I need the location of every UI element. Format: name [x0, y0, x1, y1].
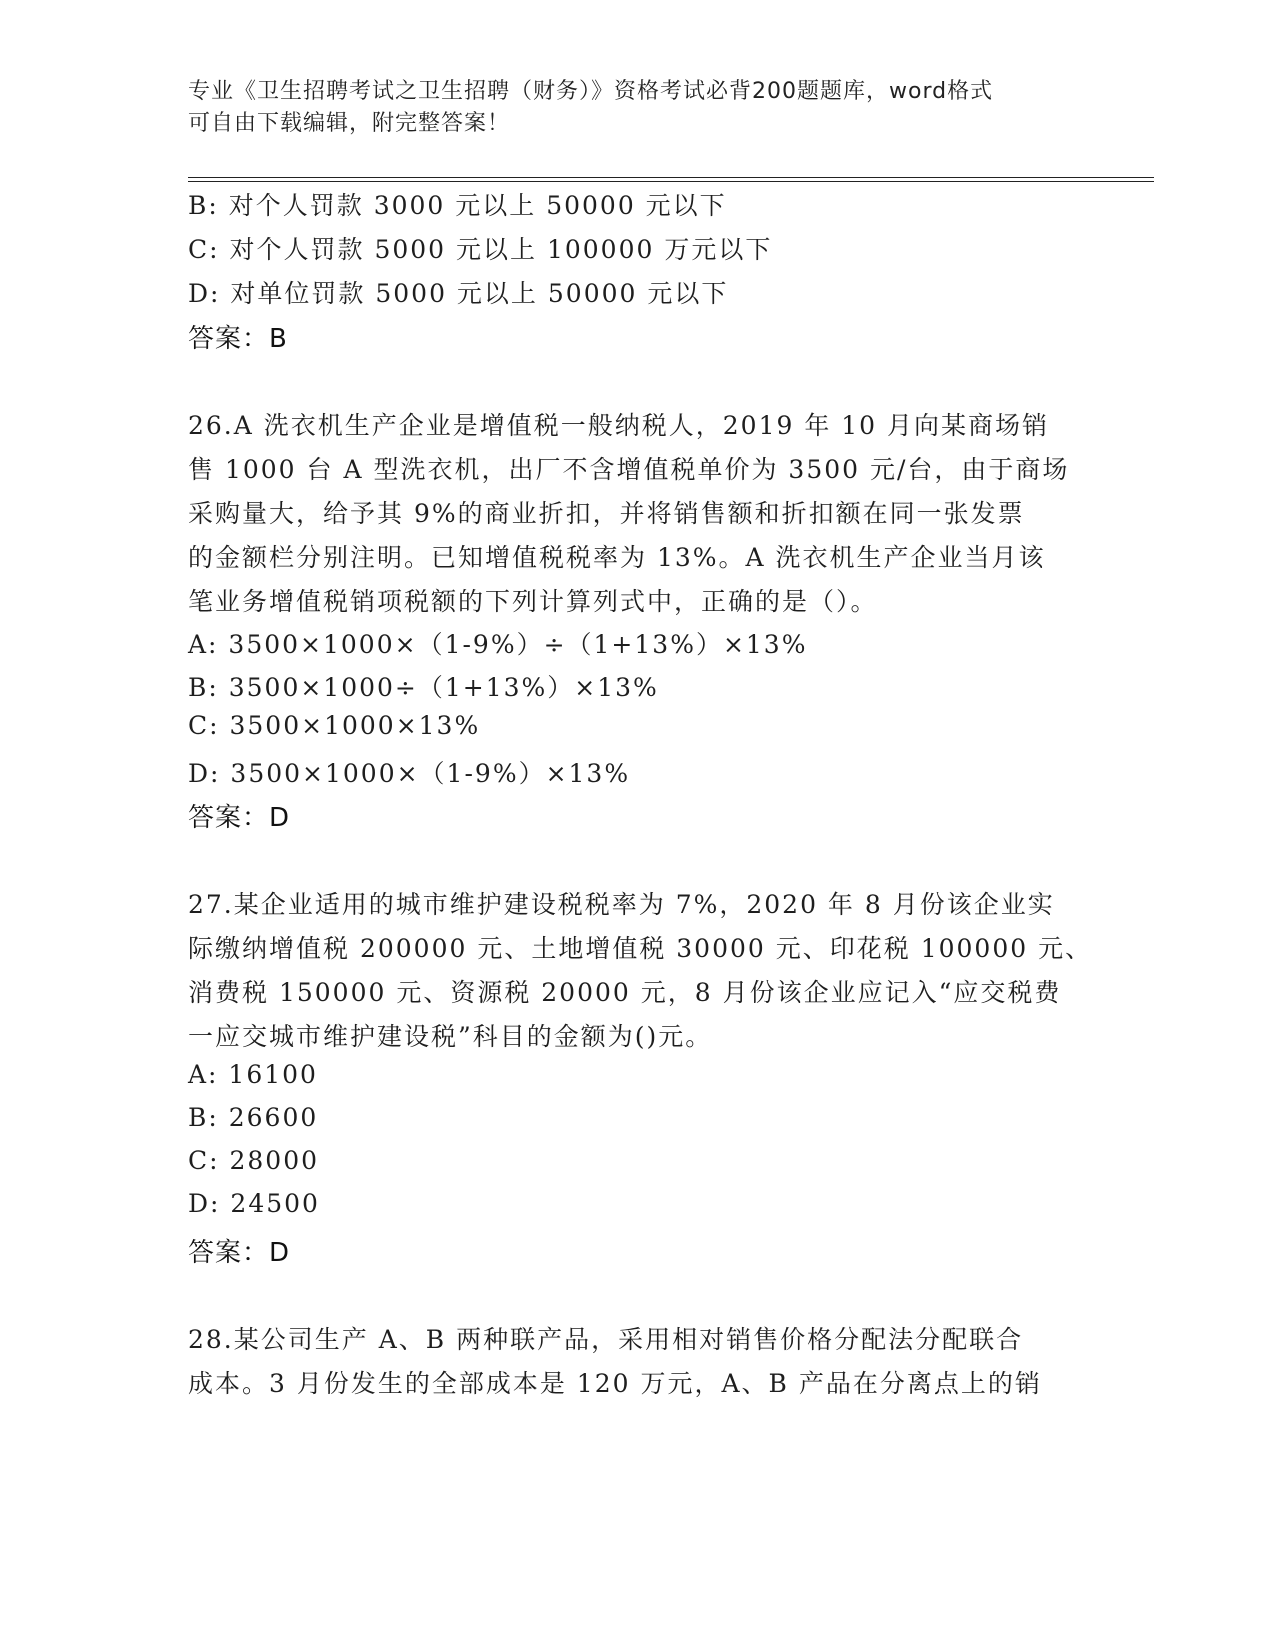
q28-stem-line-2: 成本。3 月份发生的全部成本是 120 万元，A、B 产品在分离点上的销 — [188, 1369, 1042, 1398]
header-line-1: 专业《卫生招聘考试之卫生招聘（财务）》资格考试必背200题题库，word格式 — [188, 79, 994, 104]
q25-option-c: C: 对个人罚款 5000 元以上 100000 万元以下 — [188, 235, 773, 264]
document-header — [188, 76, 1068, 140]
q27-option-c: C: 28000 — [188, 1146, 320, 1175]
q26-stem-line-4: 的金额栏分别注明。已知增值税税率为 13%。A 洗衣机生产企业当月该 — [188, 543, 1046, 572]
q27-option-b: B: 26600 — [188, 1103, 319, 1132]
header-line-2: 可自由下载编辑，附完整答案！ — [188, 111, 511, 136]
q26-option-d: D: 3500×1000×（1-9%）×13% — [188, 759, 631, 788]
header-divider — [188, 177, 1154, 182]
q27-stem-line-3: 消费税 150000 元、资源税 20000 元，8 月份该企业应记入“应交税费 — [188, 978, 1062, 1007]
q26-option-c: C: 3500×1000×13% — [188, 711, 481, 740]
q25-option-b: B: 对个人罚款 3000 元以上 50000 元以下 — [188, 191, 727, 220]
q26-stem-line-3: 采购量大，给予其 9%的商业折扣，并将销售额和折扣额在同一张发票 — [188, 499, 1025, 528]
q25-answer: 答案：B — [188, 324, 288, 354]
q26-stem-line-1: 26.A 洗衣机生产企业是增值税一般纳税人，2019 年 10 月向某商场销 — [188, 411, 1050, 440]
q27-stem-line-2: 际缴纳增值税 200000 元、土地增值税 30000 元、印花税 100000 元、 — [188, 934, 1093, 963]
q25-option-d: D: 对单位罚款 5000 元以上 50000 元以下 — [188, 279, 729, 308]
q26-option-a: A: 3500×1000×（1-9%）÷（1+13%）×13% — [188, 630, 808, 659]
q26-stem-line-2: 售 1000 台 A 型洗衣机，出厂不含增值税单价为 3500 元/台，由于商场 — [188, 455, 1070, 484]
q26-stem-line-5: 笔业务增值税销项税额的下列计算列式中，正确的是（）。 — [188, 587, 878, 616]
q27-option-d: D: 24500 — [188, 1189, 320, 1218]
q28-stem-line-1: 28.某公司生产 A、B 两种联产品，采用相对销售价格分配法分配联合 — [188, 1325, 1024, 1354]
q27-stem-line-4: 一应交城市维护建设税”科目的金额为()元。 — [188, 1022, 713, 1051]
q26-answer: 答案：D — [188, 803, 291, 833]
q27-option-a: A: 16100 — [188, 1060, 318, 1089]
q27-stem-line-1: 27.某企业适用的城市维护建设税税率为 7%，2020 年 8 月份该企业实 — [188, 890, 1055, 919]
q26-option-b: B: 3500×1000÷（1+13%）×13% — [188, 673, 659, 702]
q27-answer: 答案：D — [188, 1238, 291, 1268]
